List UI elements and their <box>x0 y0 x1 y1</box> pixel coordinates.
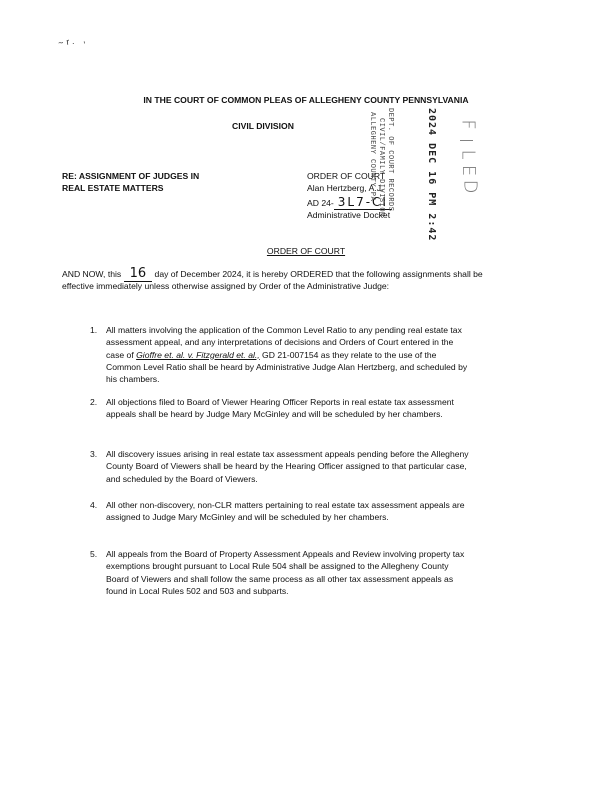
item-number: 3. <box>90 449 98 459</box>
order-label: ORDER OF COURT <box>307 171 386 181</box>
item-text: All discovery issues arising in real estate tax assessment appeals pending before the Allegheny County Board of Viewers shall be heard by the Hearing Officer assigned to that particular case, and scheduled by the Board of Viewers. <box>106 449 469 484</box>
item-text-before: All matters involving the application of the Common Level Ratio to any pending real estate tax assessment appeal, and any interpretations of decisions and Orders of Court entered in the case of <box>106 325 462 360</box>
item-text-after: GD 21-007154 as they relate to the use of the Common Level Ratio shall be heard by Administrative Judge Alan Hertzberg, and scheduled by his chambers. <box>106 349 468 385</box>
case-name: Gioffre et. al. v. Fitzgerald et. al., <box>136 349 260 360</box>
item-text: All objections filed to Board of Viewer Hearing Officer Reports in real estate tax assessment appeals shall be heard by Judge Mary McGinley and will be scheduled by her chambers. <box>106 397 454 420</box>
re-line-2: REAL ESTATE MATTERS <box>62 183 164 193</box>
item-text: All other non-discovery, non-CLR matters pertaining to real estate tax assessment appeals are assigned to Judge Mary McGinley and will be scheduled by her chambers. <box>106 500 465 523</box>
filed-stamp <box>455 112 493 202</box>
intro-after: day of December 2024, it is hereby ORDERED that the following assignments shall be effective immediately unless otherwise assigned by Order of the Administrative Judge: <box>62 269 483 292</box>
filed-letter: I <box>455 137 477 144</box>
item-number: 1. <box>90 325 98 335</box>
item-number: 5. <box>90 549 98 559</box>
re-line-1: RE: ASSIGNMENT OF JUDGES IN <box>62 171 200 181</box>
item-text: All appeals from the Board of Property Assessment Appeals and Review involving property tax exemptions brought pursuant to Local Rule 504 shall be assigned to the Allegheny County Board of Viewers and shall follow the same process as all other tax assessment appeals as found in Local Rules 502 and 503 and subparts. <box>106 549 465 596</box>
intro-before: AND NOW, this <box>62 269 122 279</box>
court-title: IN THE COURT OF COMMON PLEAS OF ALLEGHENY COUNTY PENNSYLVANIA <box>143 95 469 105</box>
docket-handwritten-number: 3L7-CI <box>334 195 392 210</box>
handwritten-day: 16 <box>124 266 153 282</box>
stamp-line-1: DEPT. OF COURT RECORDS <box>386 108 394 212</box>
stamp-datetime: 2024 DEC 16 PM 2:42 <box>426 108 437 242</box>
stamp-line-2: CIVIL/FAMILY DIVISION <box>377 118 385 217</box>
item-text <box>106 324 471 385</box>
docket-prefix: AD 24- <box>307 198 334 208</box>
item-number: 4. <box>90 500 98 510</box>
stamp-line-3: ALLEGHENY COUNTY PA <box>368 112 376 202</box>
filing-stamp <box>368 104 454 254</box>
filed-letter: F <box>457 119 479 130</box>
judge-name: Alan Hertzberg, A.J. <box>307 183 384 193</box>
filed-letter: D <box>459 179 481 194</box>
division-label: CIVIL DIVISION <box>232 121 294 131</box>
order-heading: ORDER OF COURT <box>266 246 346 256</box>
docket-label: Administrative Docket <box>307 210 391 220</box>
handwritten-mark: ~r. , <box>57 33 89 49</box>
filed-letter: L <box>457 149 479 160</box>
intro-paragraph <box>62 268 492 293</box>
filed-letter: E <box>458 164 480 177</box>
item-number: 2. <box>90 397 98 407</box>
